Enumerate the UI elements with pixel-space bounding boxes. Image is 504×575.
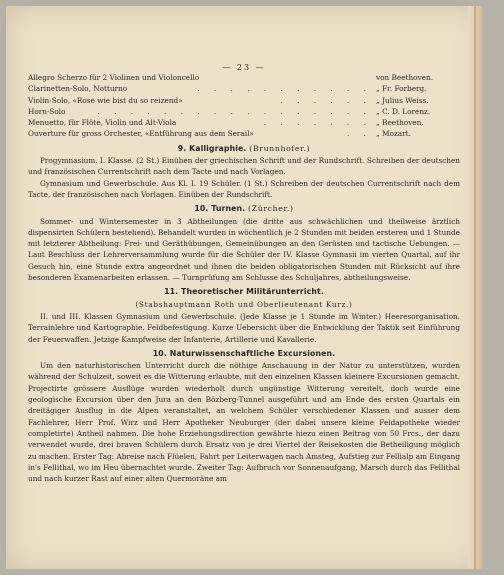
program-piece: Allegro Scherzo für 2 Violinen und Violoncello	[28, 73, 200, 82]
margin-rule	[474, 6, 476, 569]
section-title: 11. Theoretischer Militärunterricht.	[164, 287, 324, 297]
concert-program	[28, 72, 460, 140]
program-line	[28, 83, 460, 94]
leader-dots: . . . . . .	[280, 95, 372, 105]
section-heading	[28, 348, 460, 359]
program-piece: Menuetto, für Flöte, Violin und Alt-Viola	[28, 118, 177, 128]
section-paragraph: Progymnasium. I. Klasse. (2 St.) Einüben der griechischen Schrift und der Rundschrift. Schreiben der deutschen und französischen Currentschrift nach dem Tacte und nach Vorlagen.	[28, 156, 460, 177]
section-paragraph: Gymnasium und Gewerbschule. Aus Kl. I. 19 Schüler. (1 St.) Schreiben der deutschen Currentschrift nach dem Tacte, der französischen nach Vorlagen. Einüben der Rundschrift.	[28, 178, 460, 199]
section-heading	[28, 203, 460, 214]
page-number: — 23 —	[222, 63, 266, 72]
leader-dots: . . . . . . . . . . .	[197, 84, 372, 94]
leader-dots: . . . . . . .	[263, 118, 372, 128]
program-piece: Horn-Solo	[28, 106, 66, 116]
program-composer: „ Fr. Forberg.	[376, 84, 427, 94]
section-paragraph: II. und III. Klassen Gymnasium und Gewerbschule. (Jede Klasse je 1 Stunde im Winter.) Heeresorganisation. Terrainlehre und Kartographie. Feldbefestigung. Kurze Uebersicht über die Entwicklung der Taktik seit Einführung der Feuerwaffen. Jetzige Kampfweise der Infanterie, Artillerie und Kavallerie.	[28, 311, 460, 344]
program-line	[28, 72, 460, 83]
program-line	[28, 106, 460, 117]
page-content	[28, 72, 460, 484]
section-title: 9. Kalligraphie.	[177, 143, 247, 153]
program-piece: Violin-Solo, «Rose wie bist du so reizend»	[28, 95, 183, 105]
leader-dots: . .	[347, 129, 372, 139]
section-title: 10. Naturwissenschaftliche Excursionen.	[152, 348, 336, 358]
section-heading	[28, 286, 460, 297]
leader-dots: . . . . . . . . . . . . . . . . .	[97, 106, 372, 116]
program-line	[28, 95, 460, 106]
program-composer: „ Julius Weiss.	[376, 95, 429, 105]
section-teacher: (Stabshauptmann Roth und Oberlieutenant Kurz.)	[135, 299, 353, 309]
program-piece: Ouverture für gross Orchester, «Entführung aus dem Serail»	[28, 129, 254, 139]
section-teacher: (Zürcher.)	[248, 204, 294, 214]
program-line	[28, 128, 460, 139]
section-heading	[28, 143, 460, 154]
section-paragraph: Um den naturhistorischen Unterricht durch die nöthige Anschauung in der Natur zu unterstützen, wurden während der Schulzeit, soweit es die Witterung erlaubte, mit den einzelnen Klassen kleinere Excursionen gemacht. Projectirte grössere Ausflüge wurden wiederholt durch ungünstige Witterung vereitelt, doch wurde eine geologische Excursion über den Jura an den Bözberg-Tunnel ausgeführt und am Ende des ersten Quartals ein dreitägiger Ausflug in die Alpen veranstaltet, an welchem Schüler verschiedener Klassen und ausser dem Fachlehrer, Herr Prof. Wirz und Herr Apotheker Neuburger (der dabei unsere kleine Feldapotheke wieder completirte) Antheil nahmen. Die hohe Erziehungsdirection gewährte hiezu einen Beitrag von 50 Frcs., der dazu verwendet wurde, drei braven Schülern durch Ersatz von je drei Viertel der Reisekosten die Betheiligung möglich zu machen. Erster Tag: Abreise nach Flüelen, Fahrt per Leiterwagen nach Amsteg, Aufstieg zur Fellialp am Eingang in's Fellithal, wo im Heu übernachtet wurde. Zweiter Tag: Aufbruch vor Sonnenaufgang, Marsch durch das Fellithal und nach kurzer Rast auf einer alten Quermoräne am	[28, 361, 460, 484]
program-piece: Clarinetten-Solo, Notturno	[28, 84, 128, 94]
section-teacher: (Brunnhofer.)	[249, 143, 311, 153]
document-page	[6, 6, 482, 569]
program-composer: von Beethoven.	[376, 73, 434, 82]
program-composer: „ Beethoven.	[376, 118, 424, 128]
program-line	[28, 117, 460, 128]
section-title: 10. Turnen.	[194, 204, 246, 214]
program-composer: „ C. D. Lorenz.	[376, 106, 431, 116]
program-composer: „ Mozart.	[376, 129, 411, 139]
section-paragraph: Sommer- und Wintersemester in 3 Abtheilungen (die dritte aus schwächlichen und theilweise ärztlich dispensirten Schülern bestehend). Behandelt wurden in wöchentlich je 2 Stunden mit beiden ersteren und 1 Stunde mit letzterer Abtheilung: Frei- und Geräthübungen, Gemeinübungen an den Gerüsten und tactische Uebungen. — Laut Beschluss der Lehrerversammlung wurde für die Schüler der IV. Klasse Gymnasii im vierten Quartal, auf ihr Gesuch hin, eine Stunde extra angeordnet und ihnen die beiden obligatorischen Stunden mit Rücksicht auf ihre besonderen Examenarbeiten erlassen. — Turnprüfung am Schlusse des Schuljahres, abtheilungsweise.	[28, 216, 460, 283]
